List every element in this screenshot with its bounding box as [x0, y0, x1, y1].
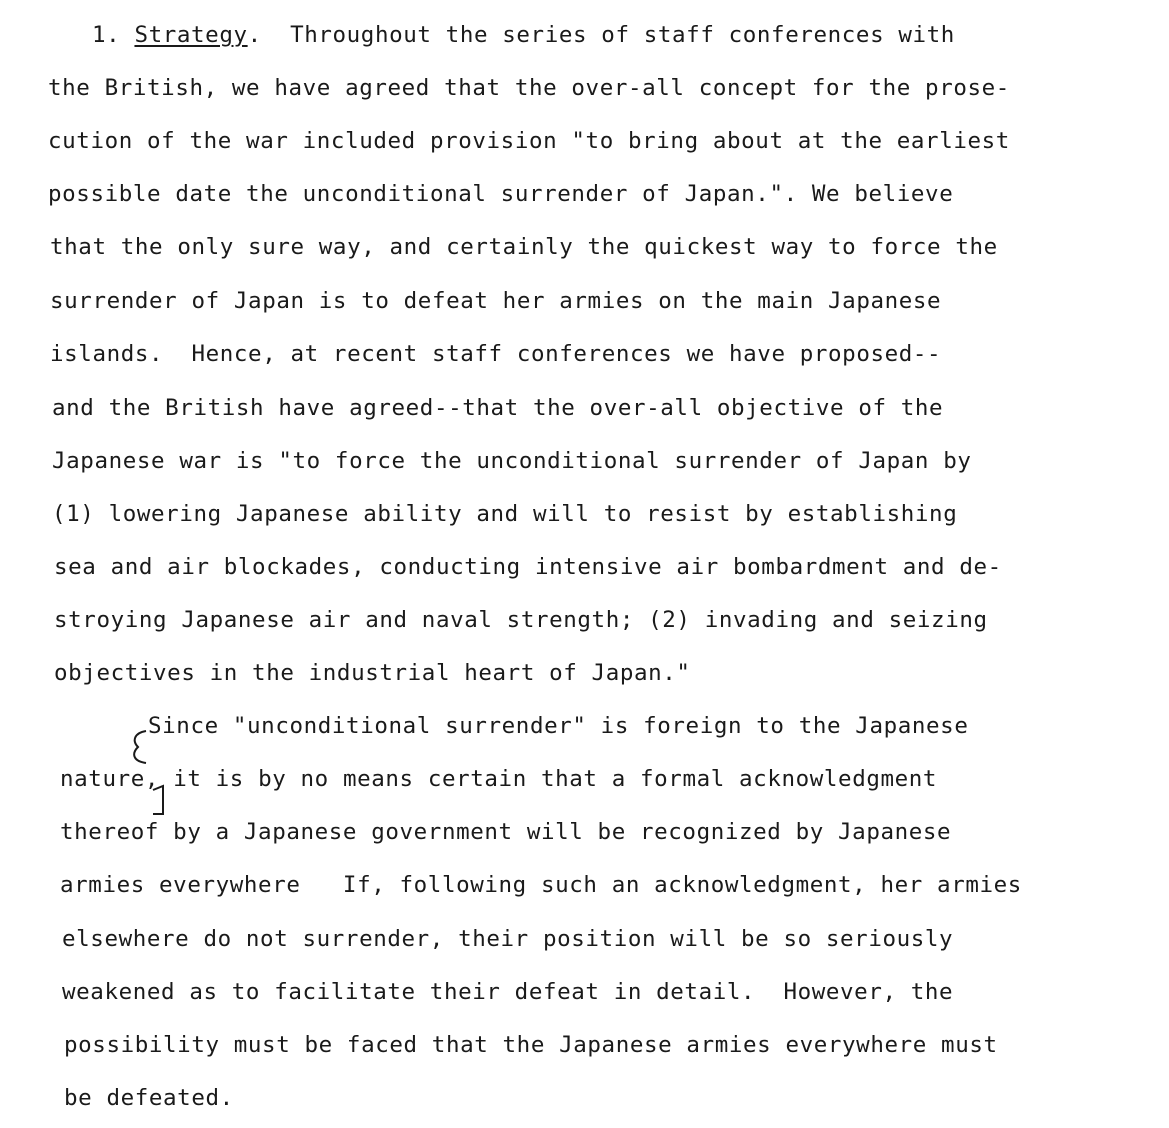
- paragraph-1-line-1: [92, 20, 955, 50]
- paragraph-1-line-9: Japanese war is "to force the unconditional surrender of Japan by: [52, 448, 972, 474]
- paragraph-1-line-12: stroying Japanese air and naval strength; (2) invading and seizing: [54, 607, 988, 633]
- paragraph-2-line-3: thereof by a Japanese government will be recognized by Japanese: [60, 819, 952, 845]
- paragraph-1-line-11: sea and air blockades, conducting intensive air bombardment and de-: [54, 554, 1002, 580]
- paragraph-text: Throughout the series of staff conferences with: [290, 22, 955, 48]
- paragraph-2-line-2: [60, 764, 937, 794]
- paragraph-1-line-3: cution of the war included provision "to bring about at the earliest: [48, 128, 1010, 154]
- paragraph-1-line-2: the British, we have agreed that the over-all concept for the prose-: [48, 75, 1010, 101]
- heading-punctuation: .: [247, 22, 262, 48]
- paragraph-number: 1.: [92, 22, 121, 48]
- paragraph-2-line-6: weakened as to facilitate their defeat in detail. However, the: [62, 979, 954, 1005]
- paragraph-2-line-1: [148, 711, 968, 741]
- paragraph-1-line-7: islands. Hence, at recent staff conferences we have proposed--: [50, 341, 942, 367]
- paragraph-2-nature-word: nature,: [60, 766, 160, 792]
- paragraph-heading: Strategy: [134, 22, 248, 48]
- paragraph-1-line-10: (1) lowering Japanese ability and will to resist by establishing: [52, 501, 958, 527]
- paragraph-1-line-8: and the British have agreed--that the over-all objective of the: [52, 395, 944, 421]
- paragraph-1-line-4: possible date the unconditional surrender of Japan.". We believe: [48, 181, 954, 207]
- paragraph-1-line-6: surrender of Japan is to defeat her armies on the main Japanese: [50, 288, 942, 314]
- paragraph-2-first-line-text: Since "unconditional surrender" is foreign to the Japanese: [148, 713, 969, 739]
- paragraph-2-line-5: elsewhere do not surrender, their position will be so seriously: [62, 926, 954, 952]
- paragraph-2-line-8: be defeated.: [64, 1085, 234, 1111]
- paragraph-1-line-5: that the only sure way, and certainly the quickest way to force the: [50, 234, 998, 260]
- paragraph-2-second-line-text: it is by no means certain that a formal acknowledgment: [173, 766, 938, 792]
- paragraph-1-line-13: objectives in the industrial heart of Japan.": [54, 660, 691, 686]
- paragraph-2-line-4: armies everywhere If, following such an acknowledgment, her armies: [60, 872, 1022, 898]
- paragraph-2-line-7: possibility must be faced that the Japanese armies everywhere must: [64, 1032, 998, 1058]
